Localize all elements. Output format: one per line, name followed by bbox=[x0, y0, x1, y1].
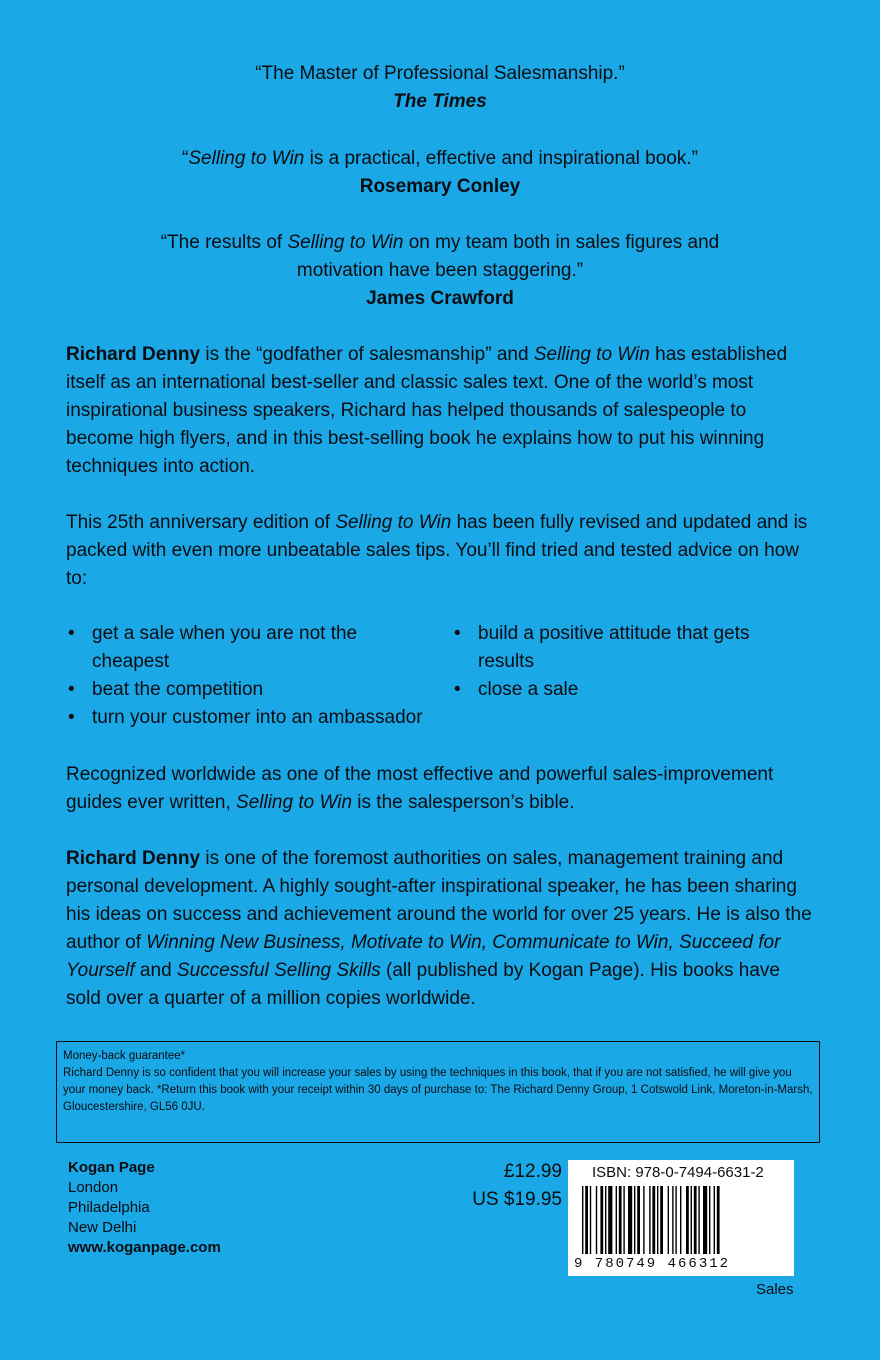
para2-text-a: This 25th anniversary edition of bbox=[66, 512, 336, 533]
publisher-city: Philadelphia bbox=[68, 1199, 150, 1216]
quote-1-text: “The Master of Professional Salesmanship.” bbox=[255, 63, 625, 84]
author-name: Richard Denny bbox=[66, 848, 201, 869]
list-item bbox=[452, 620, 792, 676]
author-name: Richard Denny bbox=[66, 344, 201, 365]
list-item-text: close a sale bbox=[478, 679, 579, 700]
para3-title: Selling to Win bbox=[236, 792, 353, 813]
bullet-icon: • bbox=[454, 679, 461, 700]
list-item-text: turn your customer into an ambassador bbox=[92, 707, 423, 728]
list-item bbox=[452, 676, 792, 704]
guarantee-text: Richard Denny is so confident that you will increase your sales by using the techniques in this book, that if you are not satisfied, he will give you your money back. *Return this book with your receipt within 30 days of purchase to: The Richard Denny Group, 1 Cotswold Link, Moreton-in-Marsh, Gloucestershire, GL56 0JU. bbox=[63, 1067, 813, 1113]
bullet-icon: • bbox=[454, 623, 461, 644]
quote-2-pre: “ bbox=[182, 148, 189, 169]
publisher-name: Kogan Page bbox=[68, 1159, 155, 1176]
barcode-icon bbox=[582, 1186, 772, 1254]
para1-text-b: has established itself as an international best-seller and classic sales text. One of the world’s most inspirational business speakers, Richard has helped thousands of salespeople to become high flyers, and in this best-selling book he explains how to put his winning techniques into action. bbox=[66, 344, 788, 477]
para2-text-b: has been fully revised and updated and is packed with even more unbeatable sales tips. You’ll find tried and tested advice on how to: bbox=[66, 512, 808, 589]
quote-3 bbox=[0, 229, 880, 313]
description-paragraph-2 bbox=[66, 509, 816, 593]
quote-2-post: is a practical, effective and inspirational book.” bbox=[304, 148, 698, 169]
prices bbox=[440, 1158, 562, 1214]
praise-quote-3 bbox=[0, 229, 880, 313]
quote-3-pre: “The results of bbox=[160, 232, 288, 253]
bio-text-b: (all published by Kogan Page). His books have sold over a quarter of a million copies worldwide. bbox=[66, 960, 780, 1009]
quote-2-source: Rosemary Conley bbox=[359, 176, 521, 197]
quote-2 bbox=[0, 145, 880, 201]
quote-3-source: James Crawford bbox=[366, 288, 514, 309]
money-back-guarantee-box bbox=[56, 1041, 820, 1143]
isbn-digits: 9 780749 466312 bbox=[574, 1256, 731, 1272]
para1-text-a: is the “godfather of salesmanship” and bbox=[200, 344, 534, 365]
list-item-text: beat the competition bbox=[92, 679, 264, 700]
description-paragraph-1 bbox=[66, 341, 816, 481]
list-item-text: build a positive attitude that gets results bbox=[478, 623, 750, 672]
publisher-website[interactable]: www.koganpage.com bbox=[68, 1239, 221, 1256]
praise-quotes bbox=[0, 60, 880, 116]
bio-book-title-last: Successful Selling Skills bbox=[176, 960, 381, 981]
quote-3-line2: motivation have been staggering.” bbox=[296, 260, 584, 281]
para3-text-b: is the salesperson’s bible. bbox=[352, 792, 575, 813]
bio-text-and: and bbox=[134, 960, 177, 981]
praise-quote-2 bbox=[0, 145, 880, 201]
bio-text-a: is one of the foremost authorities on sales, management training and personal development. A highly sought-after inspirational speaker, he has been sharing his ideas on success and achievement around the world for over 25 years. He is also the author of bbox=[66, 848, 812, 953]
list-item bbox=[66, 676, 426, 704]
quote-3-title: Selling to Win bbox=[287, 232, 404, 253]
bullet-icon: • bbox=[68, 679, 75, 700]
author-bio bbox=[66, 845, 816, 1013]
bullet-list-right bbox=[452, 620, 792, 704]
list-item bbox=[66, 704, 426, 732]
bio-book-titles: Winning New Business, Motivate to Win, Communicate to Win, Succeed for Yourself bbox=[66, 932, 781, 981]
para2-title: Selling to Win bbox=[335, 512, 452, 533]
publisher-city: New Delhi bbox=[68, 1219, 137, 1236]
bullet-icon: • bbox=[68, 623, 75, 644]
category-label: Sales bbox=[756, 1281, 794, 1298]
isbn-barcode bbox=[568, 1160, 794, 1276]
price-uk: £12.99 bbox=[503, 1161, 562, 1182]
publisher-city: London bbox=[68, 1179, 119, 1196]
bullet-list-left bbox=[66, 620, 426, 732]
quote-1-source: The Times bbox=[393, 91, 487, 112]
para3-text-a: Recognized worldwide as one of the most effective and powerful sales-improvement guides ever written, bbox=[66, 764, 774, 813]
quote-1 bbox=[0, 60, 880, 116]
list-item-text: get a sale when you are not the cheapest bbox=[92, 623, 358, 672]
quote-2-title: Selling to Win bbox=[188, 148, 305, 169]
quote-3-post: on my team both in sales figures and bbox=[403, 232, 720, 253]
publisher-info bbox=[68, 1158, 221, 1258]
description-paragraph-3 bbox=[66, 761, 816, 817]
isbn-label: ISBN: 978-0-7494-6631-2 bbox=[592, 1164, 764, 1181]
bullet-icon: • bbox=[68, 707, 75, 728]
list-item bbox=[66, 620, 426, 676]
price-us: US $19.95 bbox=[472, 1189, 562, 1210]
guarantee-heading: Money-back guarantee* bbox=[63, 1050, 186, 1062]
para1-title: Selling to Win bbox=[533, 344, 650, 365]
